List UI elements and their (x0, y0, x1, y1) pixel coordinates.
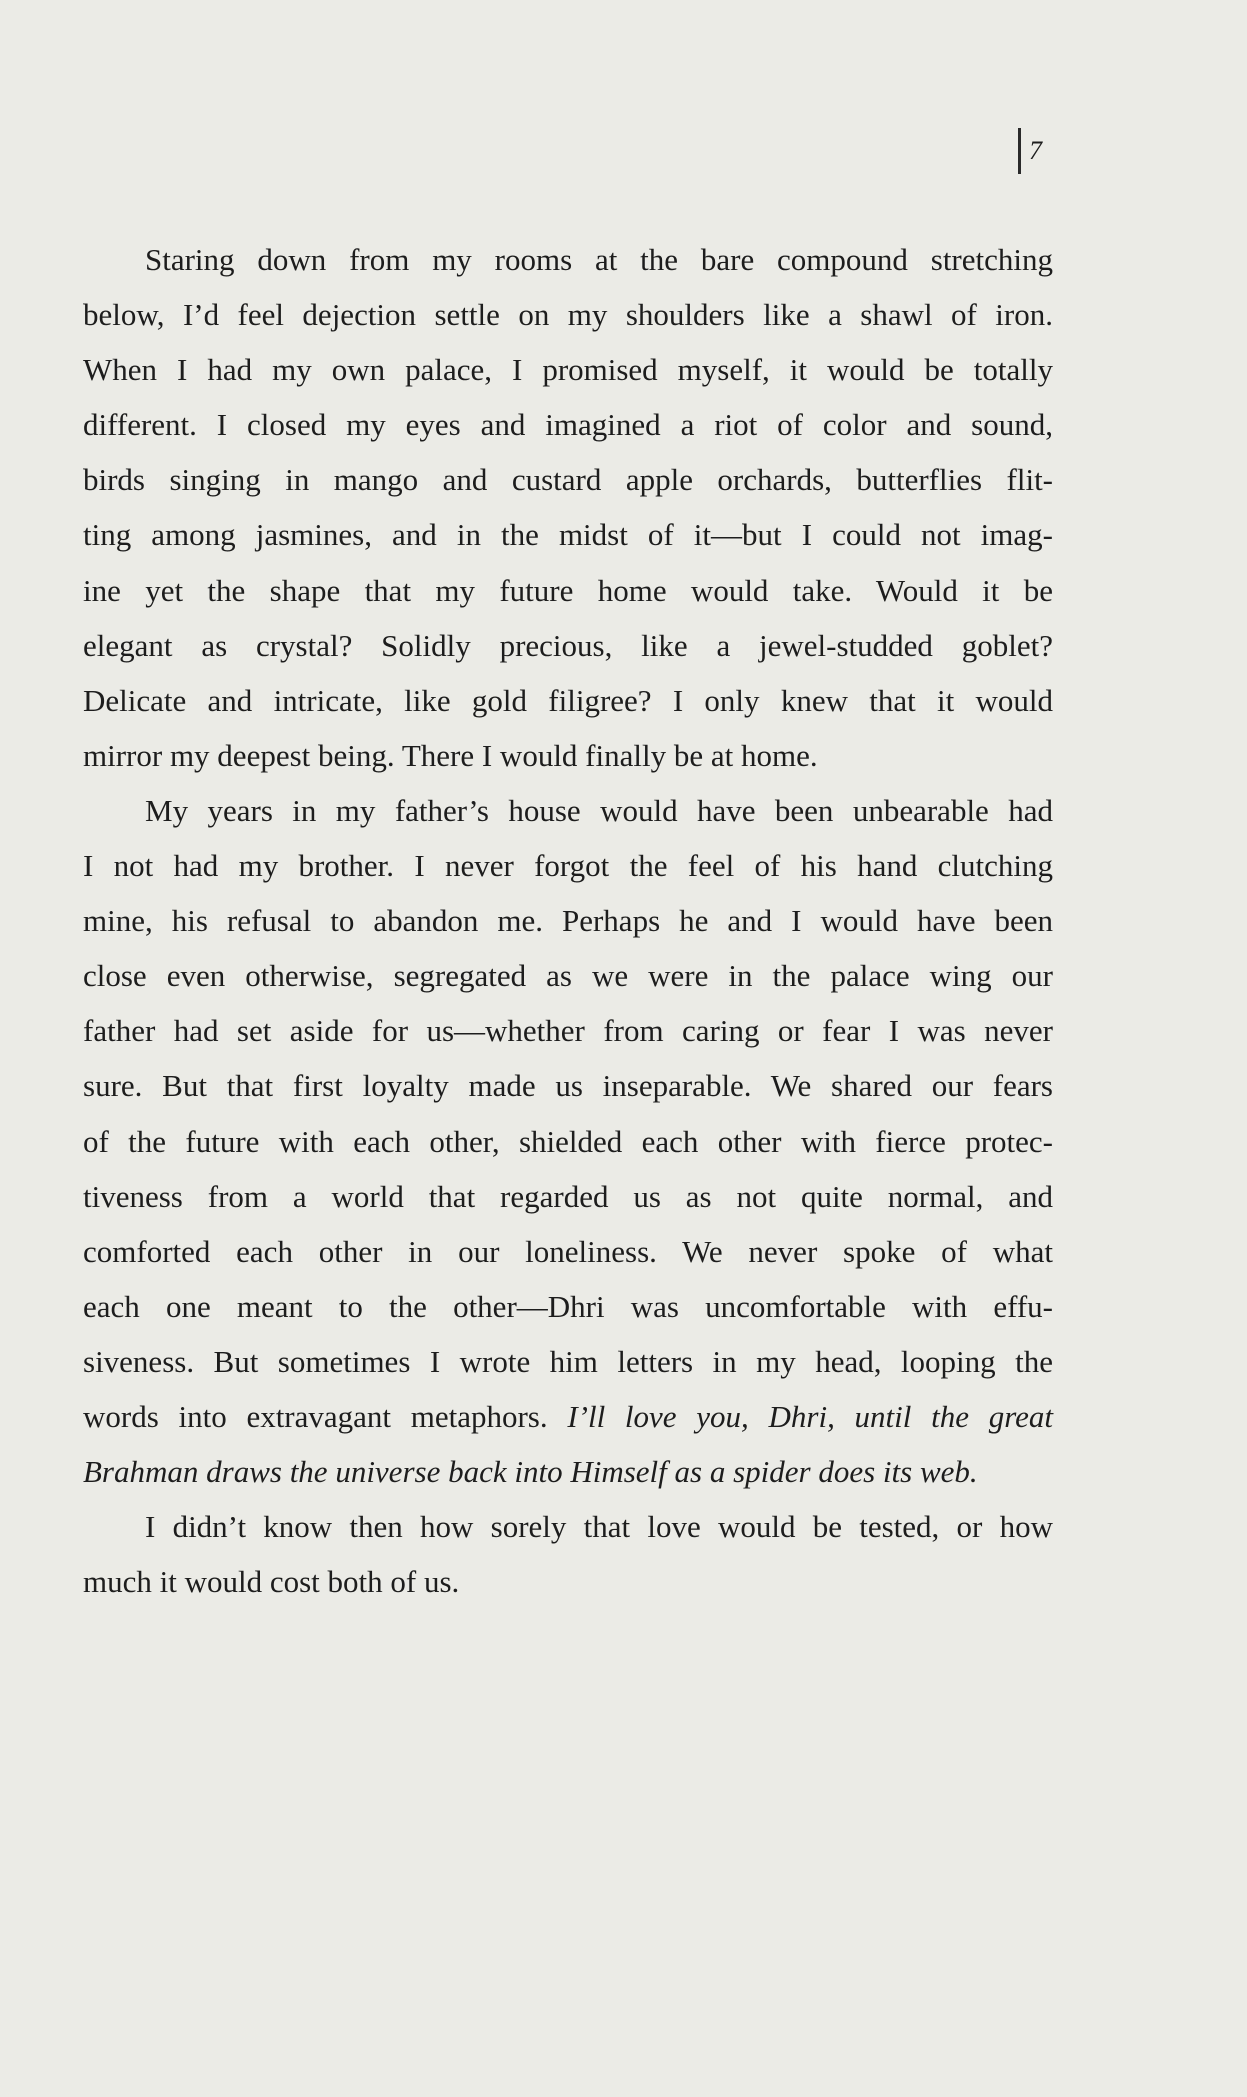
text-segment: Delicate and intricate, like gold filigree? I only knew that it would (83, 682, 1053, 718)
page-number (1018, 128, 1042, 174)
text-line (83, 232, 1053, 287)
text-segment: below, I’d feel dejection settle on my shoulders like a shawl of iron. (83, 297, 1053, 333)
text-segment: I not had my brother. I never forgot the feel of his hand clutching (83, 848, 1053, 884)
text-line (83, 1114, 1053, 1169)
text-segment: mirror my deepest being. There I would finally be at home. (83, 737, 818, 773)
text-segment: siveness. But sometimes I wrote him letters in my head, looping the (83, 1343, 1053, 1379)
text-line (83, 563, 1053, 618)
text-line (83, 1389, 1053, 1444)
text-line (83, 507, 1053, 562)
text-segment: comforted each other in our loneliness. We never spoke of what (83, 1233, 1053, 1269)
text-line (83, 728, 1053, 783)
paragraph (83, 232, 1053, 783)
text-segment: I didn’t know then how sorely that love would be tested, or how (145, 1509, 1053, 1545)
text-segment: ine yet the shape that my future home would take. Would it be (83, 572, 1053, 608)
text-line (83, 397, 1053, 452)
text-line (83, 1058, 1053, 1113)
text-segment: of the future with each other, shielded each other with fierce protec- (83, 1123, 1053, 1159)
text-segment: tiveness from a world that regarded us as not quite normal, and (83, 1178, 1053, 1214)
text-line (83, 1279, 1053, 1334)
text-line (83, 287, 1053, 342)
text-segment: mine, his refusal to abandon me. Perhaps he and I would have been (83, 903, 1053, 939)
text-segment: elegant as crystal? Solidly precious, like a jewel-studded goblet? (83, 627, 1053, 663)
text-segment: each one meant to the other—Dhri was uncomfortable with effu- (83, 1288, 1053, 1324)
text-line (83, 1003, 1053, 1058)
page-number-rule (1018, 128, 1021, 174)
text-line (83, 783, 1053, 838)
text-line (83, 1499, 1053, 1554)
text-line (83, 1554, 1053, 1609)
text-line (83, 1169, 1053, 1224)
text-line (83, 1224, 1053, 1279)
text-line (83, 1444, 1053, 1499)
text-line (83, 342, 1053, 397)
text-segment: different. I closed my eyes and imagined a riot of color and sound, (83, 407, 1053, 443)
text-segment: much it would cost both of us. (83, 1564, 460, 1600)
text-segment: Staring down from my rooms at the bare compound stretching (145, 242, 1053, 277)
text-segment: close even otherwise, segregated as we were in the palace wing our (83, 958, 1053, 994)
text-segment: father had set aside for us—whether from caring or fear I was never (83, 1013, 1053, 1049)
text-segment: When I had my own palace, I promised myself, it would be totally (83, 352, 1053, 388)
text-segment: My years in my father’s house would have been unbearable had (145, 792, 1053, 828)
text-line (83, 673, 1053, 728)
text-line (83, 838, 1053, 893)
italic-text: I’ll love you, Dhri, until the great (567, 1398, 1053, 1434)
text-line (83, 1334, 1053, 1389)
text-segment: birds singing in mango and custard apple orchards, butterflies flit- (83, 462, 1053, 498)
text-line (83, 893, 1053, 948)
text-line (83, 618, 1053, 673)
page-number-text: 7 (1029, 136, 1042, 165)
paragraph (83, 783, 1053, 1499)
body-text (83, 232, 1053, 1609)
text-segment: ting among jasmines, and in the midst of it—but I could not imag- (83, 517, 1053, 553)
text-segment: words into extravagant metaphors. (83, 1398, 568, 1434)
text-line (83, 948, 1053, 1003)
text-line (83, 452, 1053, 507)
paragraph (83, 1499, 1053, 1609)
italic-text: Brahman draws the universe back into Himself as a spider does its web. (83, 1454, 978, 1490)
text-segment: sure. But that first loyalty made us inseparable. We shared our fears (83, 1068, 1053, 1104)
